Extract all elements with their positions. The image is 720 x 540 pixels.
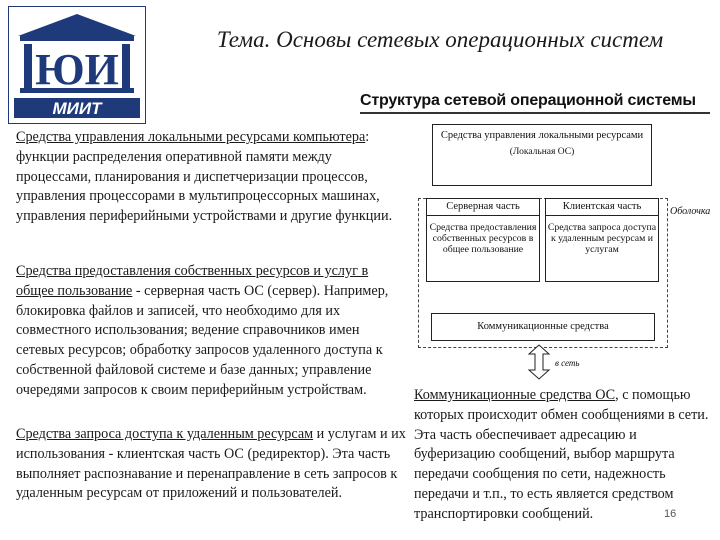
- diagram-title: Структура сетевой операционной системы: [360, 92, 696, 109]
- client-part-box: [545, 198, 659, 282]
- server-part-text: - серверная часть ОС (сервер). Например, блокировка файлов и записей, что необходимо для их совместного использования; ведение справочников имен сетевых ресурсов; обработку запросов удаленного доступа к собственной файловой системе и базе данных; управление очередями запросов к своим периферийным устройствам.: [16, 282, 389, 398]
- network-label: в сеть: [555, 358, 580, 368]
- local-resources-paragraph: [16, 128, 408, 227]
- communication-paragraph: [414, 386, 714, 525]
- server-part-box-body: Средства предоставления собственных ресурсов в общее пользование: [429, 222, 537, 255]
- local-os-box-subtitle: (Локальная ОС): [509, 147, 575, 157]
- logo-letters: ЮИ: [35, 45, 119, 94]
- logo-brand: МИИТ: [52, 99, 102, 118]
- slide-title: Тема. Основы сетевых операционных систем: [216, 27, 664, 52]
- server-part-box: [426, 198, 540, 282]
- communication-text: , с помощью которых происходит обмен сообщениями в сети. Эта часть обеспечивает адресацию и буферизацию сообщений, выбор маршрута передачи сообщения по сети, надежность передачи и т.п., то есть является средством транспортировки сообщений.: [414, 387, 709, 522]
- local-os-box-title: Средства управления локальными ресурсами: [440, 130, 644, 141]
- page-number: 16: [664, 508, 677, 520]
- client-part-text: и услугам и их использования - клиентская часть ОС (редиректор). Эта часть выполняет распознавание и перенаправление в сеть запросов к удаленным ресурсам от приложений и пользователей.: [16, 426, 406, 502]
- communication-box-label: Коммуникационные средства: [477, 321, 609, 332]
- client-part-box-body: Средства запроса доступа к удаленным ресурсам и услугам: [547, 222, 657, 255]
- local-resources-text: : функции распределения оперативной памяти между процессами, планирования и диспетчеризации процессов, управления процессорами в мультипроцессорных машинах, управления периферийными устройствами и другие функции.: [16, 129, 393, 225]
- server-part-heading: Средства предоставления собственных ресурсов и услуг в общее пользование: [16, 263, 369, 299]
- local-resources-heading: Средства управления локальными ресурсами компьютера: [16, 129, 366, 145]
- shell-label: Оболочка: [670, 206, 711, 217]
- client-part-box-header: Клиентская часть: [546, 199, 658, 216]
- client-part-paragraph: [16, 425, 408, 504]
- server-part-box-header: Серверная часть: [427, 199, 539, 216]
- network-double-arrow-icon: [527, 344, 551, 380]
- communication-box: [431, 313, 655, 341]
- communication-heading: Коммуникационные средства ОС: [414, 387, 616, 403]
- local-os-box: [432, 124, 652, 186]
- server-part-paragraph: [16, 262, 408, 401]
- miit-logo: [8, 6, 146, 124]
- client-part-heading: Средства запроса доступа к удаленным ресурсам: [16, 426, 314, 442]
- diagram-title-underline: [360, 112, 710, 114]
